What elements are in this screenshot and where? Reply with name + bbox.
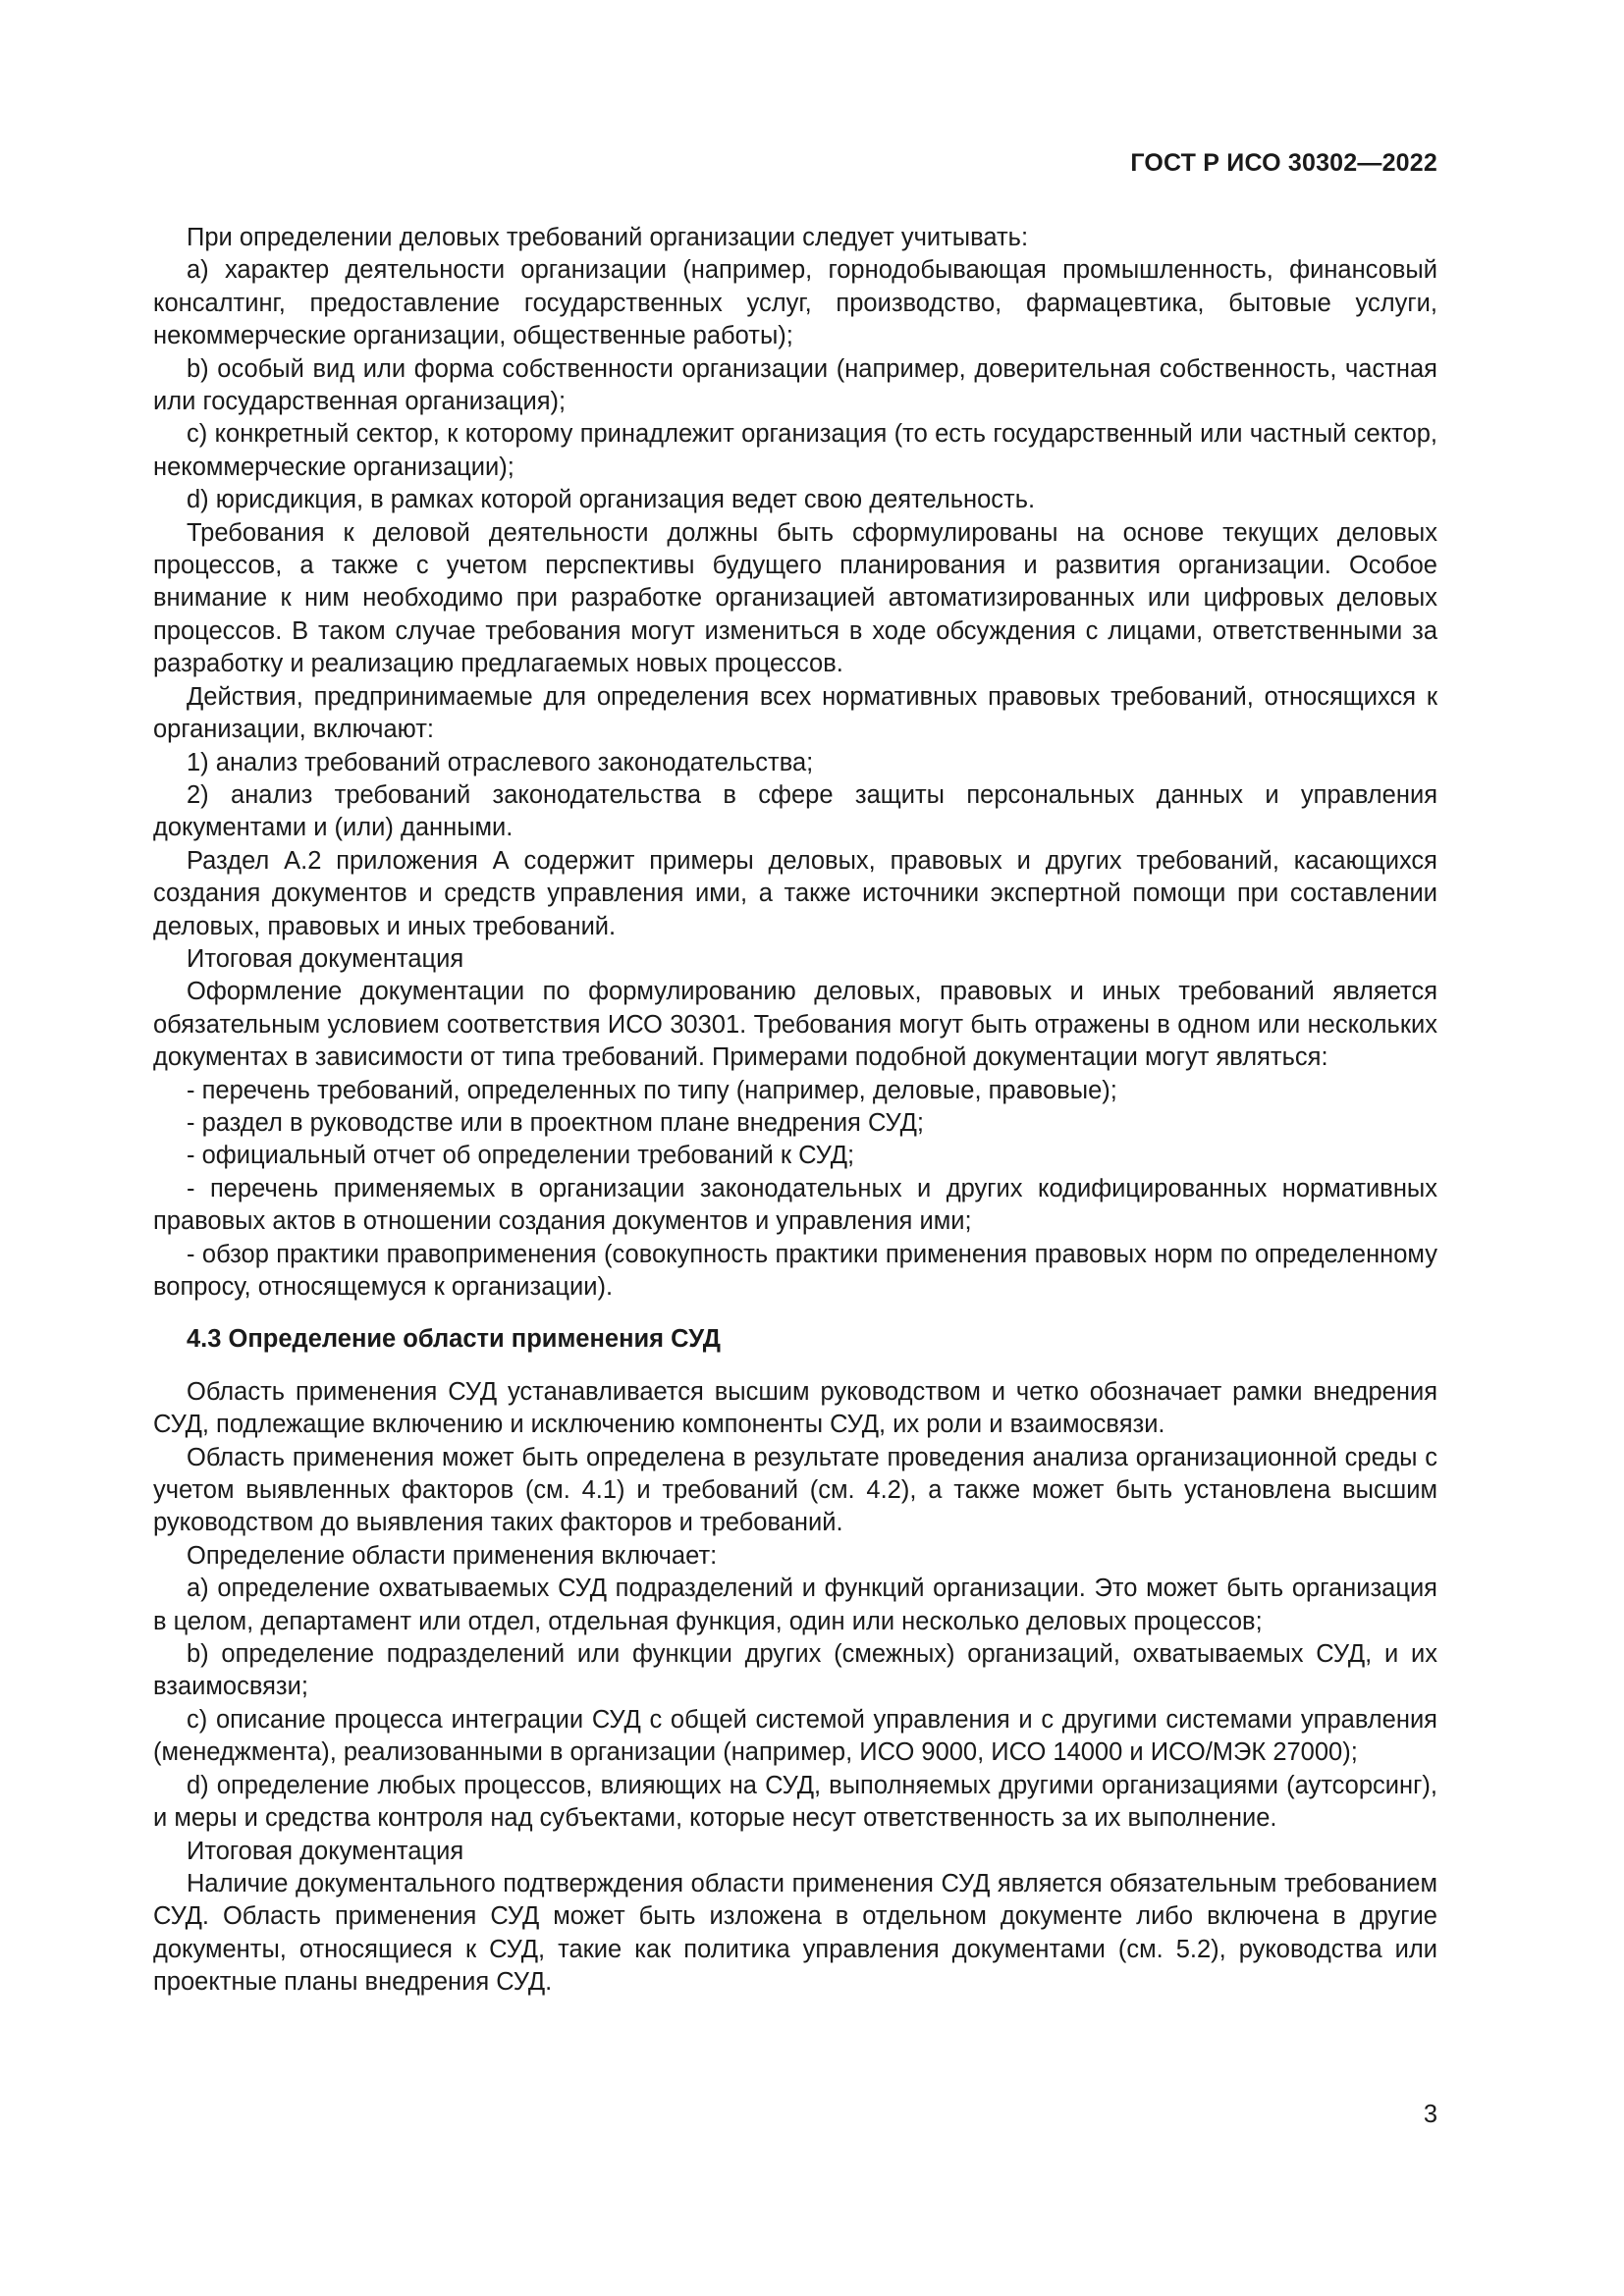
paragraph: Оформление документации по формулированию деловых, правовых и иных требований является обязательным условием соответствия ИСО 30301. Требования могут быть отражены в одном или нескольких документах в зависимости от типа требований. Примерами подобной документации могут являться:: [153, 978, 1437, 1072]
section-heading: 4.3 Определение области применения СУД: [187, 1325, 721, 1354]
list-item: 2) анализ требований законодательства в сфере защиты персональных данных и управления документами и (или) данными.: [153, 780, 1437, 842]
paragraph: Наличие документального подтверждения области применения СУД является обязательным требованием СУД. Область применения СУД может быть изложена в отдельном документе либо включена в другие документы, относящиеся к СУД, такие как политика управления документами (см. 5.2), руководства или проектные планы внедрения СУД.: [153, 1869, 1437, 1997]
list-item: b) определение подразделений или функции других (смежных) организаций, охватываемых СУД, и их взаимосвязи;: [153, 1640, 1437, 1701]
list-item: - официальный отчет об определении требований к СУД;: [187, 1142, 855, 1170]
list-item: a) характер деятельности организации (например, горнодобывающая промышленность, финансовый консалтинг, предоставление государственных услуг, производство, фармацевтика, бытовые услуги, некоммерческие организации, общественные работы);: [153, 256, 1437, 350]
list-item: a) определение охватываемых СУД подразделений и функций организации. Это может быть организация в целом, департамент или отдел, отдельная функция, один или несколько деловых процессов;: [153, 1575, 1437, 1635]
document-code-header: ГОСТ Р ИСО 30302—2022: [1130, 149, 1437, 177]
list-item: 1) анализ требований отраслевого законодательства;: [187, 748, 814, 776]
list-item: b) особый вид или форма собственности организации (например, доверительная собственность, частная или государственная организация);: [153, 354, 1437, 416]
paragraph: Действия, предпринимаемые для определения всех нормативных правовых требований, относящихся к организации, включают:: [153, 682, 1437, 744]
paragraph: Раздел А.2 приложения А содержит примеры деловых, правовых и других требований, касающихся создания документов и средств управления ими, а также источники экспертной помощи при составлении деловых, правовых и иных требований.: [153, 846, 1437, 940]
list-item: - раздел в руководстве или в проектном плане внедрения СУД;: [187, 1108, 924, 1137]
page-number: 3: [1423, 2101, 1437, 2128]
list-item: - перечень применяемых в организации законодательных и других кодифицированных нормативных правовых актов в отношении создания документов и управления ими;: [153, 1174, 1437, 1236]
paragraph: Требования к деловой деятельности должны быть сформулированы на основе текущих деловых процессов, а также с учетом перспективы будущего планирования и развития организации. Особое внимание к ним необходимо при разработке организацией автоматизированных или цифровых деловых процессов. В таком случае требования могут измениться в ходе обсуждения с лицами, ответственными за разработку и реализацию предлагаемых новых процессов.: [153, 518, 1437, 678]
subheading-final-documentation: Итоговая документация: [187, 944, 464, 973]
subheading-final-documentation: Итоговая документация: [187, 1837, 464, 1865]
list-item: d) определение любых процессов, влияющих на СУД, выполняемых другими организациями (аутсорсинг), и меры и средства контроля над субъектами, которые несут ответственность за их выполнение.: [153, 1771, 1437, 1833]
paragraph: Область применения может быть определена в результате проведения анализа организационной среды с учетом выявленных факторов (см. 4.1) и требований (см. 4.2), а также может быть установлена высшим руководством до выявления таких факторов и требований.: [153, 1443, 1437, 1537]
document-body: [153, 222, 1437, 2000]
list-item: c) описание процесса интеграции СУД с общей системой управления и с другими системами управления (менеджмента), реализованными в организации (например, ИСО 9000, ИСО 14000 и ИСО/МЭК 27000);: [153, 1705, 1437, 1767]
list-item: c) конкретный сектор, к которому принадлежит организация (то есть государственный или частный сектор, некоммерческие организации);: [153, 420, 1437, 481]
paragraph: Область применения СУД устанавливается высшим руководством и четко обозначает рамки внедрения СУД, подлежащие включению и исключению компоненты СУД, их роли и взаимосвязи.: [153, 1377, 1437, 1439]
list-item: - обзор практики правоприменения (совокупность практики применения правовых норм по определенному вопросу, относящемуся к организации).: [153, 1240, 1437, 1301]
paragraph: Определение области применения включает:: [187, 1541, 718, 1570]
paragraph: При определении деловых требований организации следует учитывать:: [187, 224, 1029, 251]
list-item: - перечень требований, определенных по типу (например, деловые, правовые);: [187, 1076, 1117, 1104]
list-item: d) юрисдикция, в рамках которой организация ведет свою деятельность.: [187, 486, 1036, 514]
